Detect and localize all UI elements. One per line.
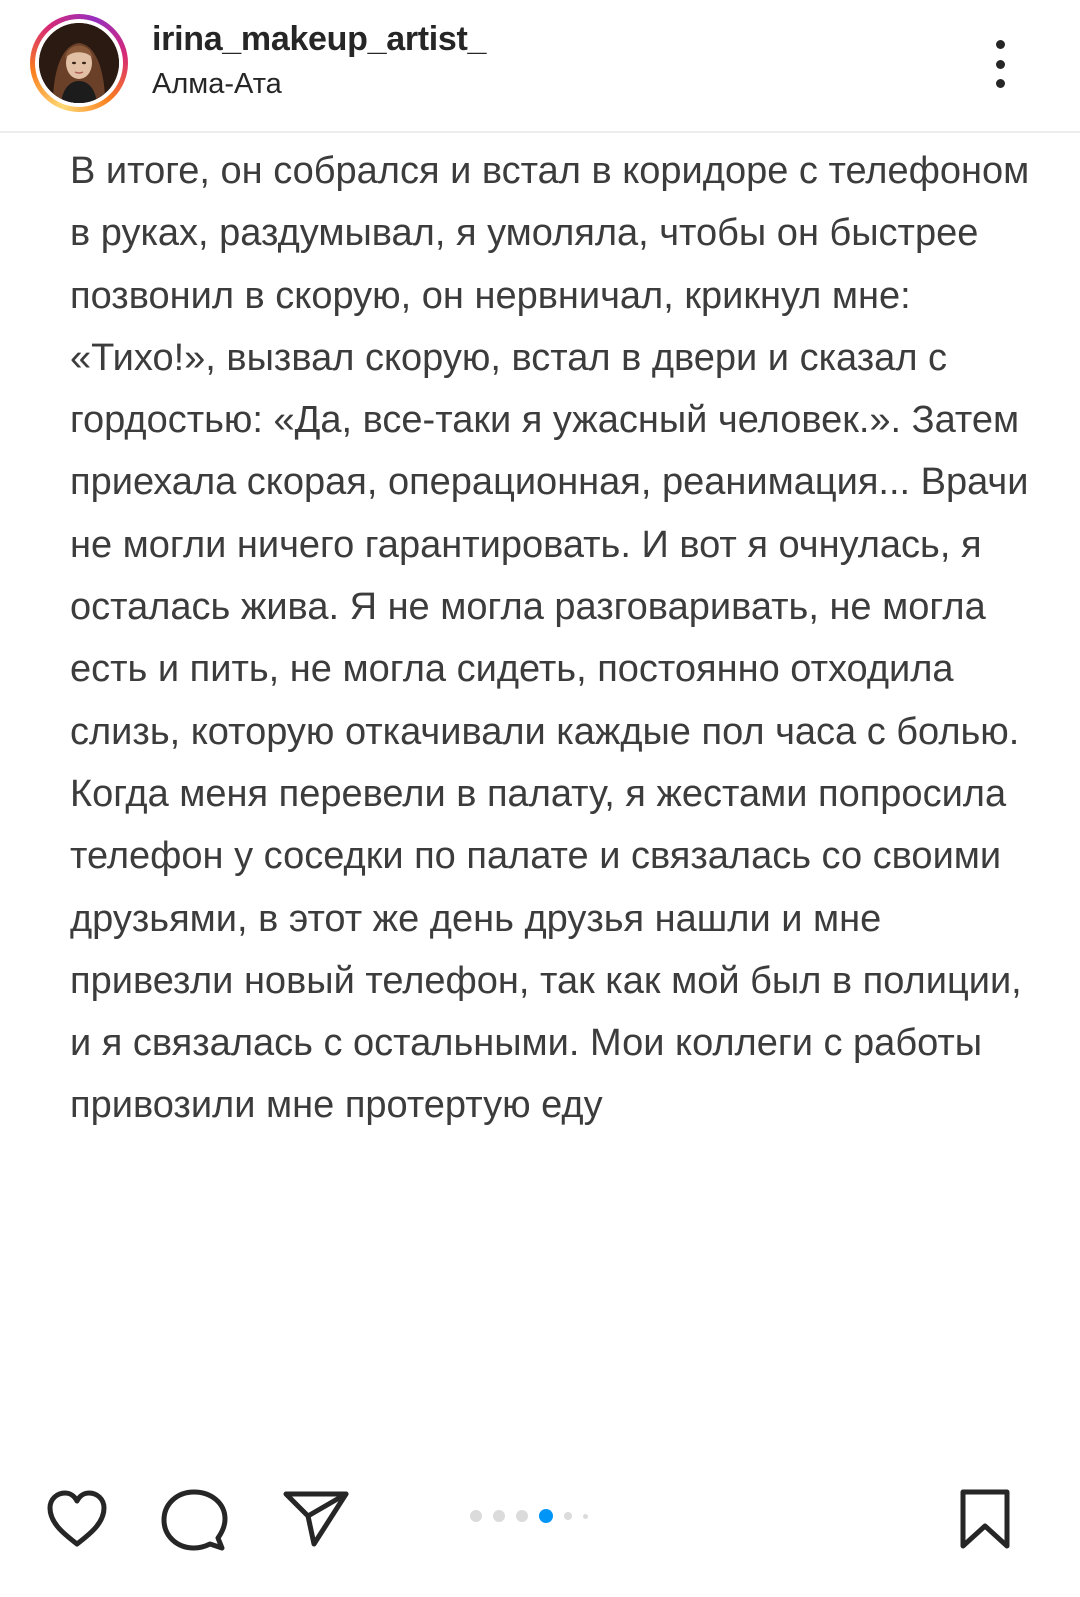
bookmark-icon (955, 1488, 1015, 1550)
story-ring[interactable] (30, 14, 128, 112)
like-button[interactable] (44, 1488, 110, 1550)
comment-button[interactable] (160, 1488, 228, 1554)
post-header (0, 0, 1080, 133)
post-caption (70, 140, 1030, 1458)
save-button[interactable] (955, 1488, 1015, 1550)
location[interactable]: Алма-Ата (152, 68, 282, 100)
caption-paragraph: Когда меня перевели в палату, я жестами попросила телефон у соседки по палате и связалась со своими друзьями, в этот же день друзья нашли и мне привезли новый телефон, так как мой был в полиции, и я связалась с остальными. Мои коллеги с работы привозили мне протертую еду (70, 772, 1022, 1127)
carousel-dot (493, 1510, 505, 1522)
share-button[interactable] (282, 1488, 350, 1548)
more-options-button[interactable] (980, 36, 1020, 92)
carousel-dot (564, 1512, 572, 1520)
carousel-dot (583, 1514, 588, 1519)
avatar-image (39, 23, 119, 103)
carousel-dot (470, 1510, 482, 1522)
comment-bubble-icon (160, 1488, 228, 1554)
username[interactable]: irina_makeup_artist_ (152, 20, 487, 58)
carousel-dot (516, 1510, 528, 1522)
carousel-dot-active (539, 1509, 553, 1523)
action-bar (0, 1458, 1080, 1597)
heart-icon (44, 1488, 110, 1550)
carousel-indicator (470, 1506, 588, 1526)
avatar[interactable] (39, 23, 119, 103)
paper-plane-icon (282, 1488, 350, 1548)
vertical-dots-icon (996, 40, 1005, 49)
caption-paragraph: В итоге, он собрался и встал в коридоре с телефоном в руках, раздумывал, я умоляла, чтобы он быстрее позвонил в скорую, он нервничал, крикнул мне: «Тихо!», вызвал скорую, встал в двери и сказал с гордостью: «Да, все-таки я ужасный человек.». Затем приехала скорая, операционная, реанимация... Врачи не могли ничего гарантировать. И вот я очнулась, я осталась жива. Я не могла разговаривать, не могла есть и пить, не могла сидеть, постоянно отходила слизь, которую откачивали каждые пол часа с болью. (70, 150, 1030, 753)
